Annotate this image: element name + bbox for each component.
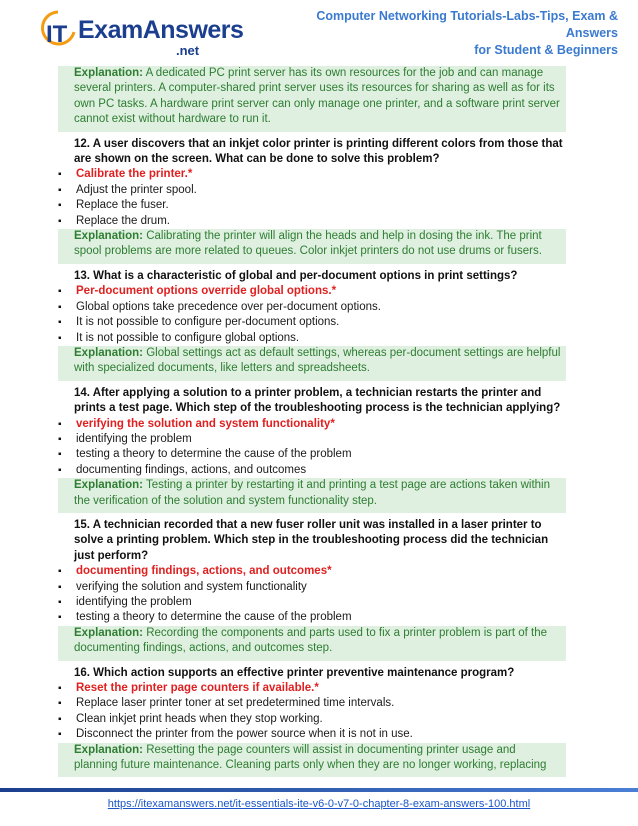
answer-option: ▪ identifying the problem — [58, 432, 566, 447]
answer-list — [58, 284, 566, 346]
answer-option: ▪ Disconnect the printer from the power source when it is not in use. — [58, 727, 566, 742]
question-text: 12. A user discovers that an inkjet color printer is printing different colors from those that are shown on the screen. What can be done to solve this problem? — [74, 137, 563, 166]
explanation-text: Resetting the page counters will assist in documenting printer usage and planning future maintenance. Cleaning parts only when they are no longer working, replacing — [74, 743, 547, 772]
answer-option: ▪ testing a theory to determine the cause of the problem — [58, 447, 566, 462]
explanation-label: Explanation: — [74, 743, 144, 756]
explanation-label: Explanation: — [74, 626, 144, 639]
explanation-label: Explanation: — [74, 479, 144, 492]
question-text: 13. What is a characteristic of global and per-document options in print settings? — [74, 269, 518, 282]
page-header — [0, 0, 638, 62]
answer-correct: ▪ Reset the printer page counters if available.* — [58, 681, 566, 696]
site-logo[interactable] — [40, 10, 244, 58]
answer-option: ▪ Replace the fuser. — [58, 198, 566, 213]
explanation-block — [58, 66, 566, 132]
it-logo-icon — [40, 10, 76, 54]
explanation-label: Explanation: — [74, 230, 144, 243]
explanation-text: A dedicated PC print server has its own resources for the job and can manage several printers. A computer-shared print server uses its resources for sharing as well as for its own PC tasks. A hardware print server can only manage one printer, and a software print server cannot exist without hardware to run it. — [74, 67, 560, 126]
logo-wordmark — [78, 16, 243, 45]
explanation-label: Explanation: — [74, 346, 144, 359]
explanation-text: Global settings act as default settings, whereas per-document settings are helpful with specialized documents, like letters and spreadsheets. — [74, 346, 561, 375]
answer-option: ▪ Global options take precedence over per-document options. — [58, 300, 566, 315]
explanation-block — [58, 346, 566, 381]
answer-list — [58, 167, 566, 229]
logo-net-text: .net — [176, 43, 200, 58]
answer-option: ▪ documenting findings, actions, and outcomes — [58, 463, 566, 478]
answer-option: ▪ Replace laser printer toner at set predetermined time intervals. — [58, 696, 566, 711]
answer-list — [58, 564, 566, 626]
tagline-line-2: for Student & Beginners — [474, 43, 618, 57]
answer-option: ▪ Adjust the printer spool. — [58, 183, 566, 198]
logo-exam-text: Exam — [78, 16, 143, 44]
answer-correct: ▪ Per-document options override global options.* — [58, 284, 566, 299]
footer-divider — [0, 788, 638, 792]
answer-option: ▪ It is not possible to configure global options. — [58, 331, 566, 346]
logo-answers-text: Answers — [142, 16, 244, 44]
tagline-line-1: Computer Networking Tutorials-Labs-Tips, Exam & Answers — [316, 9, 618, 40]
explanation-block — [58, 478, 566, 513]
logo-it-text: IT — [46, 21, 68, 48]
answer-option: ▪ It is not possible to configure per-document options. — [58, 315, 566, 330]
explanation-block — [58, 743, 566, 778]
answer-list — [58, 417, 566, 479]
answer-correct: ▪ verifying the solution and system functionality* — [58, 417, 566, 432]
answer-option: ▪ Replace the drum. — [58, 214, 566, 229]
answer-option: ▪ identifying the problem — [58, 595, 566, 610]
question-text: 14. After applying a solution to a printer problem, a technician restarts the printer and prints a test page. Which step of the troubleshooting process is the technician applying? — [74, 386, 561, 415]
answer-correct: ▪ Calibrate the printer.* — [58, 167, 566, 182]
answer-list — [58, 681, 566, 743]
answer-correct: ▪ documenting findings, actions, and outcomes* — [58, 564, 566, 579]
explanation-text: Recording the components and parts used to fix a printer problem is part of the documenting findings, actions, and outcomes step. — [74, 626, 548, 655]
explanation-text: Calibrating the printer will align the heads and help in dosing the ink. The print spool problems are more related to queues. Color inkjet printers do not use drums or fusers. — [74, 230, 542, 258]
question-text: 16. Which action supports an effective printer preventive maintenance program? — [74, 666, 515, 679]
explanation-block — [58, 229, 566, 264]
site-tagline — [288, 8, 618, 59]
answer-option: ▪ verifying the solution and system functionality — [58, 580, 566, 595]
question-text: 15. A technician recorded that a new fuser roller unit was installed in a laser printer to solve a printing problem. Which step in the troubleshooting process did the technician just perform? — [74, 518, 549, 562]
explanation-label: Explanation: — [74, 67, 144, 79]
answer-option: ▪ testing a theory to determine the cause of the problem — [58, 610, 566, 625]
answer-option: ▪ Clean inkjet print heads when they stop working. — [58, 712, 566, 727]
main-content — [58, 66, 566, 777]
footer-url-link[interactable]: https://itexamanswers.net/it-essentials-ite-v6-0-v7-0-chapter-8-exam-answers-100.html — [107, 798, 531, 810]
explanation-block — [58, 626, 566, 661]
explanation-text: Testing a printer by restarting it and printing a test page are actions taken within the verification of the solution and system functionality step. — [74, 479, 551, 507]
